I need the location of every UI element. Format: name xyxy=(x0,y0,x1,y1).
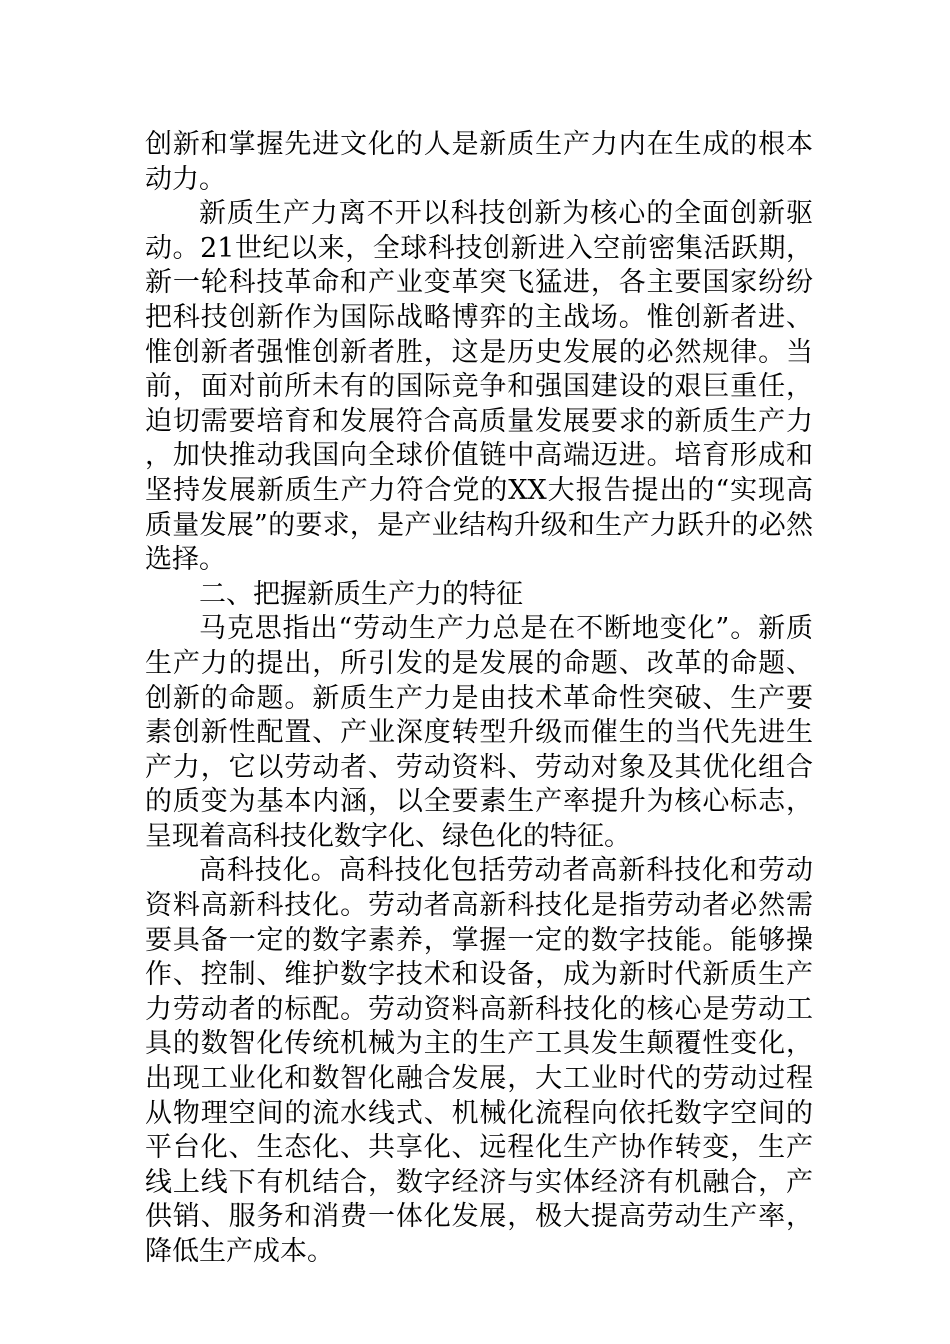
paragraph-innovation-driven: 新质生产力离不开以科技创新为核心的全面创新驱动。21世纪以来，全球科技创新进入空前密集活跃期，新一轮科技革命和产业变革突飞猛进，各主要国家纷纷把科技创新作为国际战略博弈的主战场。惟创新者进、惟创新者强惟创新者胜，这是历史发展的必然规律。当前，面对前所未有的国际竞争和强国建设的艰巨重任，迫切需要培育和发展符合高质量发展要求的新质生产力，加快推动我国向全球价值链中高端迈进。培育形成和坚持发展新质生产力符合党的XX大报告提出的“实现高质量发展”的要求，是产业结构升级和生产力跃升的必然选择。 xyxy=(145,198,813,576)
paragraph-continuation: 创新和掌握先进文化的人是新质生产力内在生成的根本动力。 xyxy=(145,129,813,195)
document-body xyxy=(145,128,813,1270)
section-heading-characteristics: 二、把握新质生产力的特征 xyxy=(199,578,523,610)
paragraph-high-tech: 高科技化。高科技化包括劳动者高新科技化和劳动资料高新科技化。劳动者高新科技化是指劳动者必然需要具备一定的数字素养，掌握一定的数字技能。能够操作、控制、维护数字技术和设备，成为新时代新质生产力劳动者的标配。劳动资料高新科技化的核心是劳动工具的数智化传统机械为主的生产工具发生颠覆性变化，出现工业化和数智化融合发展，大工业时代的劳动过程从物理空间的流水线式、机械化流程向依托数字空间的平台化、生态化、共享化、远程化生产协作转变，生产线上线下有机结合，数字经济与实体经济有机融合，产供销、服务和消费一体化发展，极大提高劳动生产率，降低生产成本。 xyxy=(145,855,813,1267)
paragraph-marx-quote: 马克思指出“劳动生产力总是在不断地变化”。新质生产力的提出，所引发的是发展的命题、改革的命题、创新的命题。新质生产力是由技术革命性突破、生产要素创新性配置、产业深度转型升级而催生的当代先进生产力，它以劳动者、劳动资料、劳动对象及其优化组合的质变为基本内涵，以全要素生产率提升为核心标志，呈现着高科技化数字化、绿色化的特征。 xyxy=(145,613,813,852)
